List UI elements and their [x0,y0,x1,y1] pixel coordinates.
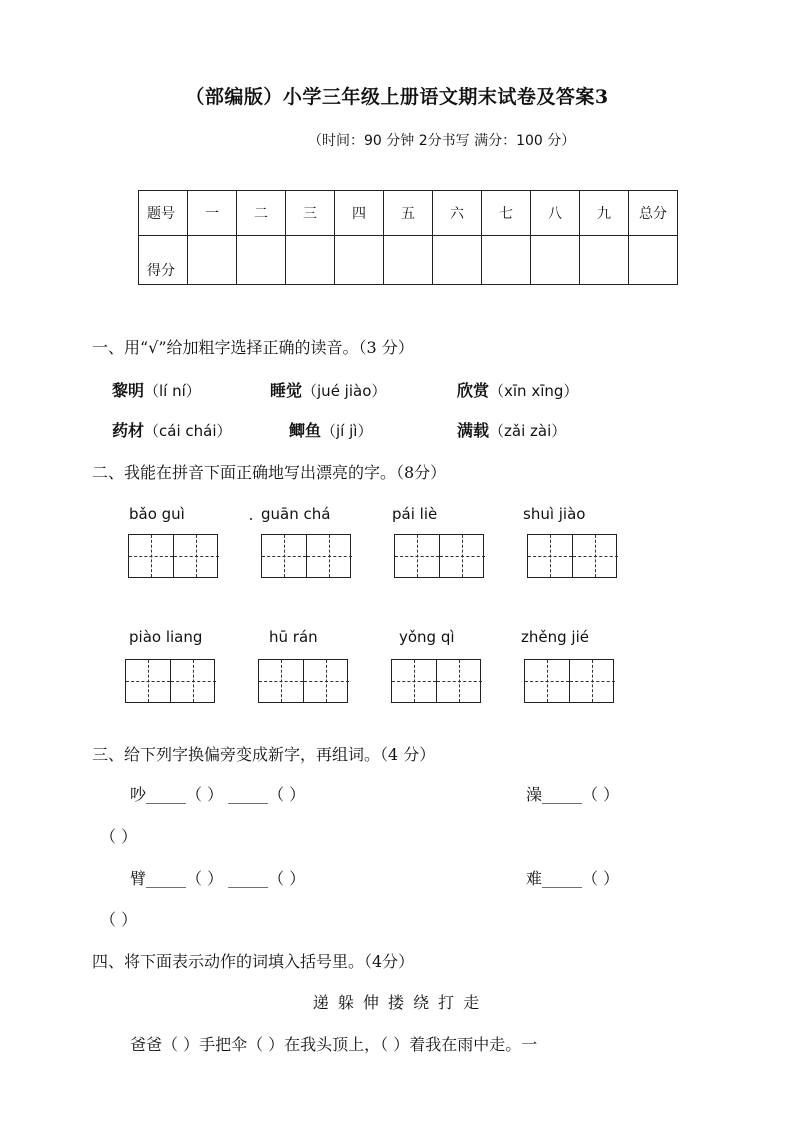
score-header-cell: 五 [384,191,433,236]
score-table-header-row [139,191,678,236]
radical-item[interactable]: 澡_____（ ） [526,785,620,804]
score-cell[interactable] [482,236,531,285]
score-table-score-row [139,236,678,285]
stray-dot [250,518,252,520]
reading-word: 药材 [112,421,145,440]
grid-cell[interactable] [395,535,440,577]
grid-cell[interactable] [573,535,618,577]
exam-info: （时间：90 分钟 2分书写 满分：100 分） [308,133,576,149]
pinyin-label: pái liè [392,505,438,523]
score-row-label: 得分 [139,236,188,285]
score-cell[interactable] [580,236,629,285]
reading-word: 鲫鱼 [289,421,322,440]
radical-wrap[interactable]: （ ） [100,910,138,929]
score-header-cell: 九 [580,191,629,236]
grid-cell[interactable] [392,660,437,702]
score-cell[interactable] [188,236,237,285]
grid-cell[interactable] [171,660,216,702]
section3-heading: 三、给下列字换偏旁变成新字，再组词。（4 分） [92,745,436,764]
score-cell[interactable] [335,236,384,285]
pinyin-label: piào liang [129,628,203,646]
reading-word: 欣赏 [457,381,490,400]
reading-item [289,418,372,441]
radical-item[interactable]: 难_____（ ） [526,869,620,888]
score-header-cell: 四 [335,191,384,236]
reading-options[interactable]: （jí jì） [321,422,373,440]
writing-grid[interactable] [524,659,614,703]
score-cell[interactable] [629,236,678,285]
reading-options[interactable]: （xīn xīng） [489,382,579,400]
writing-grid[interactable] [125,659,215,703]
section1-heading: 一、用“√”给加粗字选择正确的读音。（3 分） [92,338,414,357]
score-header-cell: 三 [286,191,335,236]
reading-item [457,378,578,401]
fill-sentence[interactable]: 爸爸（ ）手把伞（ ）在我头顶上，（ ）着我在雨中走。一 [130,1035,538,1054]
reading-options[interactable]: （jué jiào） [302,382,387,400]
radical-item[interactable]: 臂_____（ ） _____（ ） [130,869,306,888]
score-cell[interactable] [237,236,286,285]
section2-heading: 二、我能在拼音下面正确地写出漂亮的字。（8分） [92,463,447,482]
grid-cell[interactable] [437,660,482,702]
score-header-cell: 六 [433,191,482,236]
reading-options[interactable]: （lí ní） [144,382,201,400]
grid-cell[interactable] [528,535,573,577]
writing-grid[interactable] [261,534,351,578]
pinyin-label: yǒng qì [399,628,455,646]
writing-grid[interactable] [394,534,484,578]
reading-item [112,378,201,401]
grid-cell[interactable] [307,535,352,577]
page-title: （部编版）小学三年级上册语文期末试卷及答案3 [185,86,609,108]
pinyin-label: bǎo guì [129,505,185,523]
score-header-cell: 总分 [629,191,678,236]
pinyin-label: guān chá [261,505,331,523]
grid-cell[interactable] [525,660,570,702]
score-header-cell: 题号 [139,191,188,236]
radical-item[interactable]: 吵_____（ ） _____（ ） [130,785,306,804]
score-cell[interactable] [531,236,580,285]
writing-grid[interactable] [527,534,617,578]
score-cell[interactable] [286,236,335,285]
pinyin-label: zhěng jié [521,628,589,646]
writing-grid[interactable] [258,659,348,703]
score-header-cell: 八 [531,191,580,236]
score-cell[interactable] [384,236,433,285]
grid-cell[interactable] [440,535,485,577]
grid-cell[interactable] [570,660,615,702]
score-table [138,190,678,285]
writing-grid[interactable] [391,659,481,703]
reading-word: 满载 [457,421,490,440]
action-words: 递 躲 伸 搂 绕 打 走 [312,993,482,1012]
reading-item [270,378,386,401]
reading-options[interactable]: （cái chái） [144,422,232,440]
reading-item [112,418,232,441]
section4-heading: 四、将下面表示动作的词填入括号里。（4分） [92,952,415,971]
score-cell[interactable] [433,236,482,285]
pinyin-label: shuì jiào [523,505,586,523]
reading-options[interactable]: （zǎi zài） [489,422,567,440]
grid-cell[interactable] [174,535,219,577]
grid-cell[interactable] [262,535,307,577]
grid-cell[interactable] [259,660,304,702]
reading-word: 睡觉 [270,381,303,400]
score-header-cell: 二 [237,191,286,236]
score-header-cell: 一 [188,191,237,236]
grid-cell[interactable] [129,535,174,577]
pinyin-label: hū rán [269,628,318,646]
writing-grid[interactable] [128,534,218,578]
reading-item [457,418,566,441]
grid-cell[interactable] [304,660,349,702]
grid-cell[interactable] [126,660,171,702]
score-header-cell: 七 [482,191,531,236]
reading-word: 黎明 [112,381,145,400]
radical-wrap[interactable]: （ ） [100,827,138,846]
